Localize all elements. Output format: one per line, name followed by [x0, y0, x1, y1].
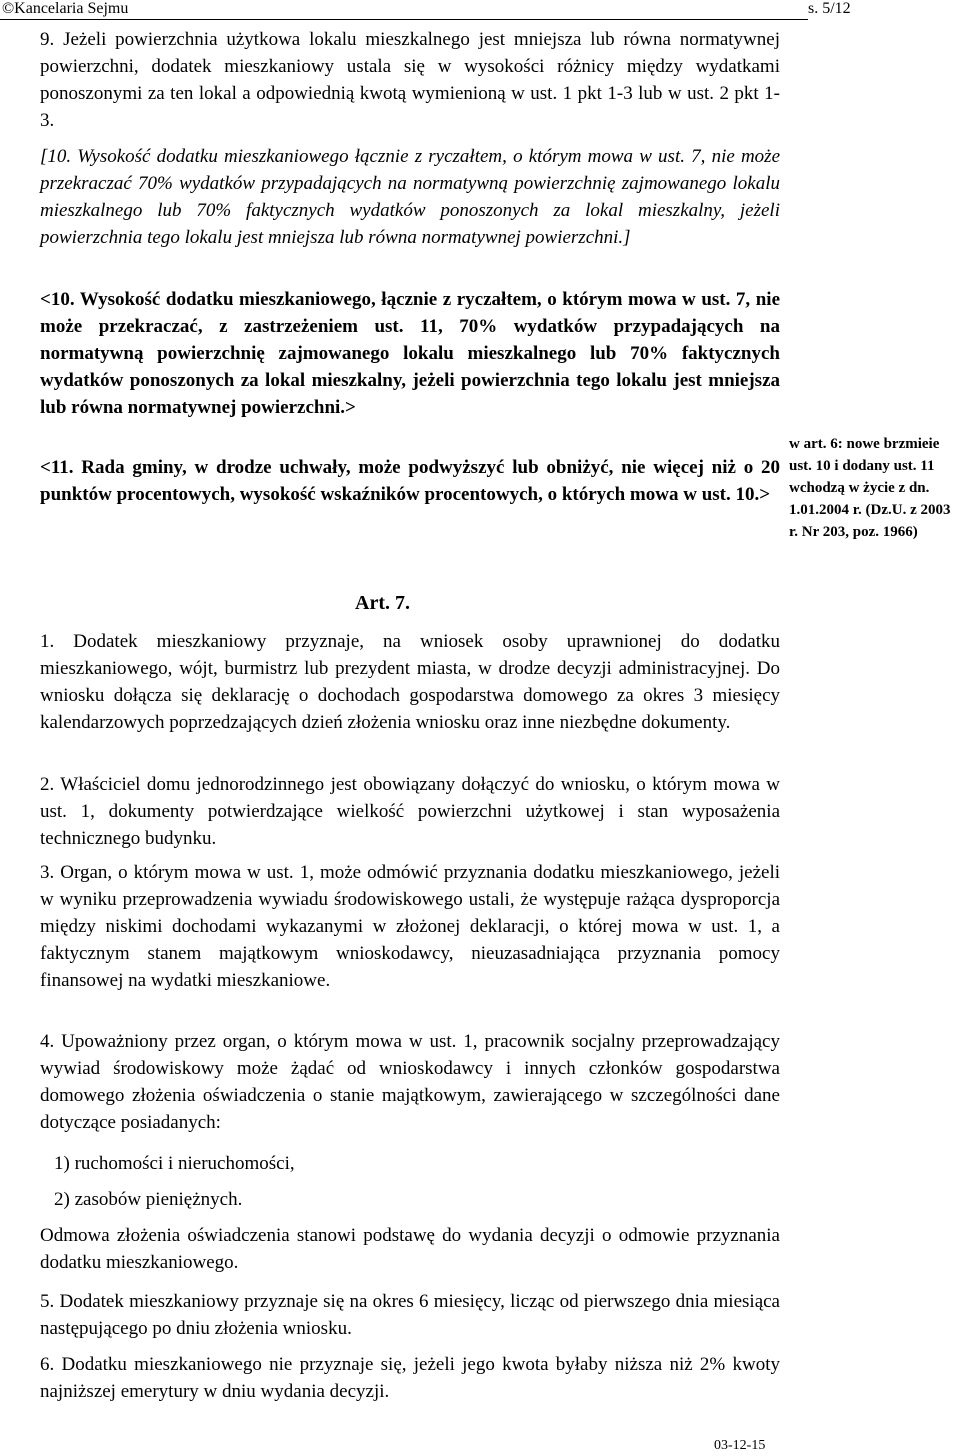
- art7-paragraph-3: 3. Organ, o którym mowa w ust. 1, może odmówić przyznania dodatku mieszkaniowego, jeżeli w wyniku przeprowadzenia wywiadu środowiskowego ustali, że występuje rażąca dysproporcja między niskimi dochodami wykazanymi w złożonej deklaracji, o której mowa w ust. 1, a faktycznym stanem majątkowym wnioskodawcy, nieuzasadniająca przyznania pomocy finansowej na wydatki mieszkaniowe.: [40, 862, 780, 991]
- paragraph-11-new: <11. Rada gminy, w drodze uchwały, może podwyższyć lub obniżyć, nie więcej niż o 20 punktów procentowych, wysokość wskaźników procentowych, o których mowa w ust. 10.>: [40, 457, 780, 505]
- art7-p4-tail: Odmowa złożenia oświadczenia stanowi podstawę do wydania decyzji o odmowie przyznania dodatku mieszkaniowego.: [40, 1225, 780, 1273]
- art7-p4-item-2: 2) zasobów pieniężnych.: [54, 1189, 243, 1210]
- header-source: ©Kancelaria Sejmu: [2, 0, 129, 17]
- art7-paragraph-6: 6. Dodatku mieszkaniowego nie przyznaje się, jeżeli jego kwota byłaby niższa niż 2% kwoty najniższej emerytury w dniu wydania decyzji.: [40, 1354, 780, 1402]
- paragraph-10-new: <10. Wysokość dodatku mieszkaniowego, łącznie z ryczałtem, o którym mowa w ust. 7, nie może przekraczać, z zastrzeżeniem ust. 11, 70% wydatków przypadających na normatywną powierzchnię zajmowanego lokalu mieszkalnego lub 70% faktycznych wydatków ponoszonych za lokal mieszkalny, jeżeli powierzchnia tego lokalu jest mniejsza lub równa normatywnej powierzchni.>: [40, 289, 780, 418]
- margin-note: w art. 6: nowe brzmieie ust. 10 i dodany ust. 11 wchodzą w życie z dn. 1.01.2004 r. (Dz.U. z 2003 r. Nr 203, poz. 1966): [789, 436, 951, 540]
- footer-date: 03-12-15: [714, 1438, 766, 1453]
- art7-paragraph-4: 4. Upoważniony przez organ, o którym mowa w ust. 1, pracownik socjalny przeprowadzający wywiad środowiskowy może żądać od wnioskodawcy i innych członków gospodarstwa domowego złożenia oświadczenia o stanie majątkowym, zawierającego w szczególności dane dotyczące posiadanych:: [40, 1031, 780, 1133]
- paragraph-10-old: [10. Wysokość dodatku mieszkaniowego łącznie z ryczałtem, o którym mowa w ust. 7, nie może przekraczać 70% wydatków przypadających na normatywną powierzchnię zajmowanego lokalu mieszkalnego lub 70% faktycznych wydatków ponoszonych za lokal mieszkalny, jeżeli powierzchnia tego lokalu jest mniejsza lub równa normatywnej powierzchni.]: [40, 146, 780, 248]
- art7-paragraph-5: 5. Dodatek mieszkaniowy przyznaje się na okres 6 miesięcy, licząc od pierwszego dnia miesiąca następującego po dniu złożenia wniosku.: [40, 1291, 780, 1339]
- art7-p4-item-1: 1) ruchomości i nieruchomości,: [54, 1153, 295, 1174]
- art7-paragraph-2: 2. Właściciel domu jednorodzinnego jest obowiązany dołączyć do wniosku, o którym mowa w ust. 1, dokumenty potwierdzające wielkość powierzchni użytkowej i stan wyposażenia technicznego budynku.: [40, 774, 780, 849]
- article-heading: Art. 7.: [355, 592, 410, 614]
- header-divider: [0, 19, 808, 20]
- art7-paragraph-1: 1. Dodatek mieszkaniowy przyznaje, na wniosek osoby uprawnionej do dodatku mieszkaniowego, wójt, burmistrz lub prezydent miasta, w drodze decyzji administracyjnej. Do wniosku dołącza się deklarację o dochodach gospodarstwa domowego za okres 3 miesięcy kalendarzowych poprzedzających dzień złożenia wniosku oraz inne niezbędne dokumenty.: [40, 631, 780, 733]
- page-number: s. 5/12: [808, 0, 851, 17]
- paragraph-9: 9. Jeżeli powierzchnia użytkowa lokalu mieszkalnego jest mniejsza lub równa normatywnej powierzchni, dodatek mieszkaniowy ustala się w wysokości różnicy między wydatkami ponoszonymi za ten lokal a odpowiednią kwotą wymienioną w ust. 1 pkt 1-3 lub w ust. 2 pkt 1-3.: [40, 29, 780, 131]
